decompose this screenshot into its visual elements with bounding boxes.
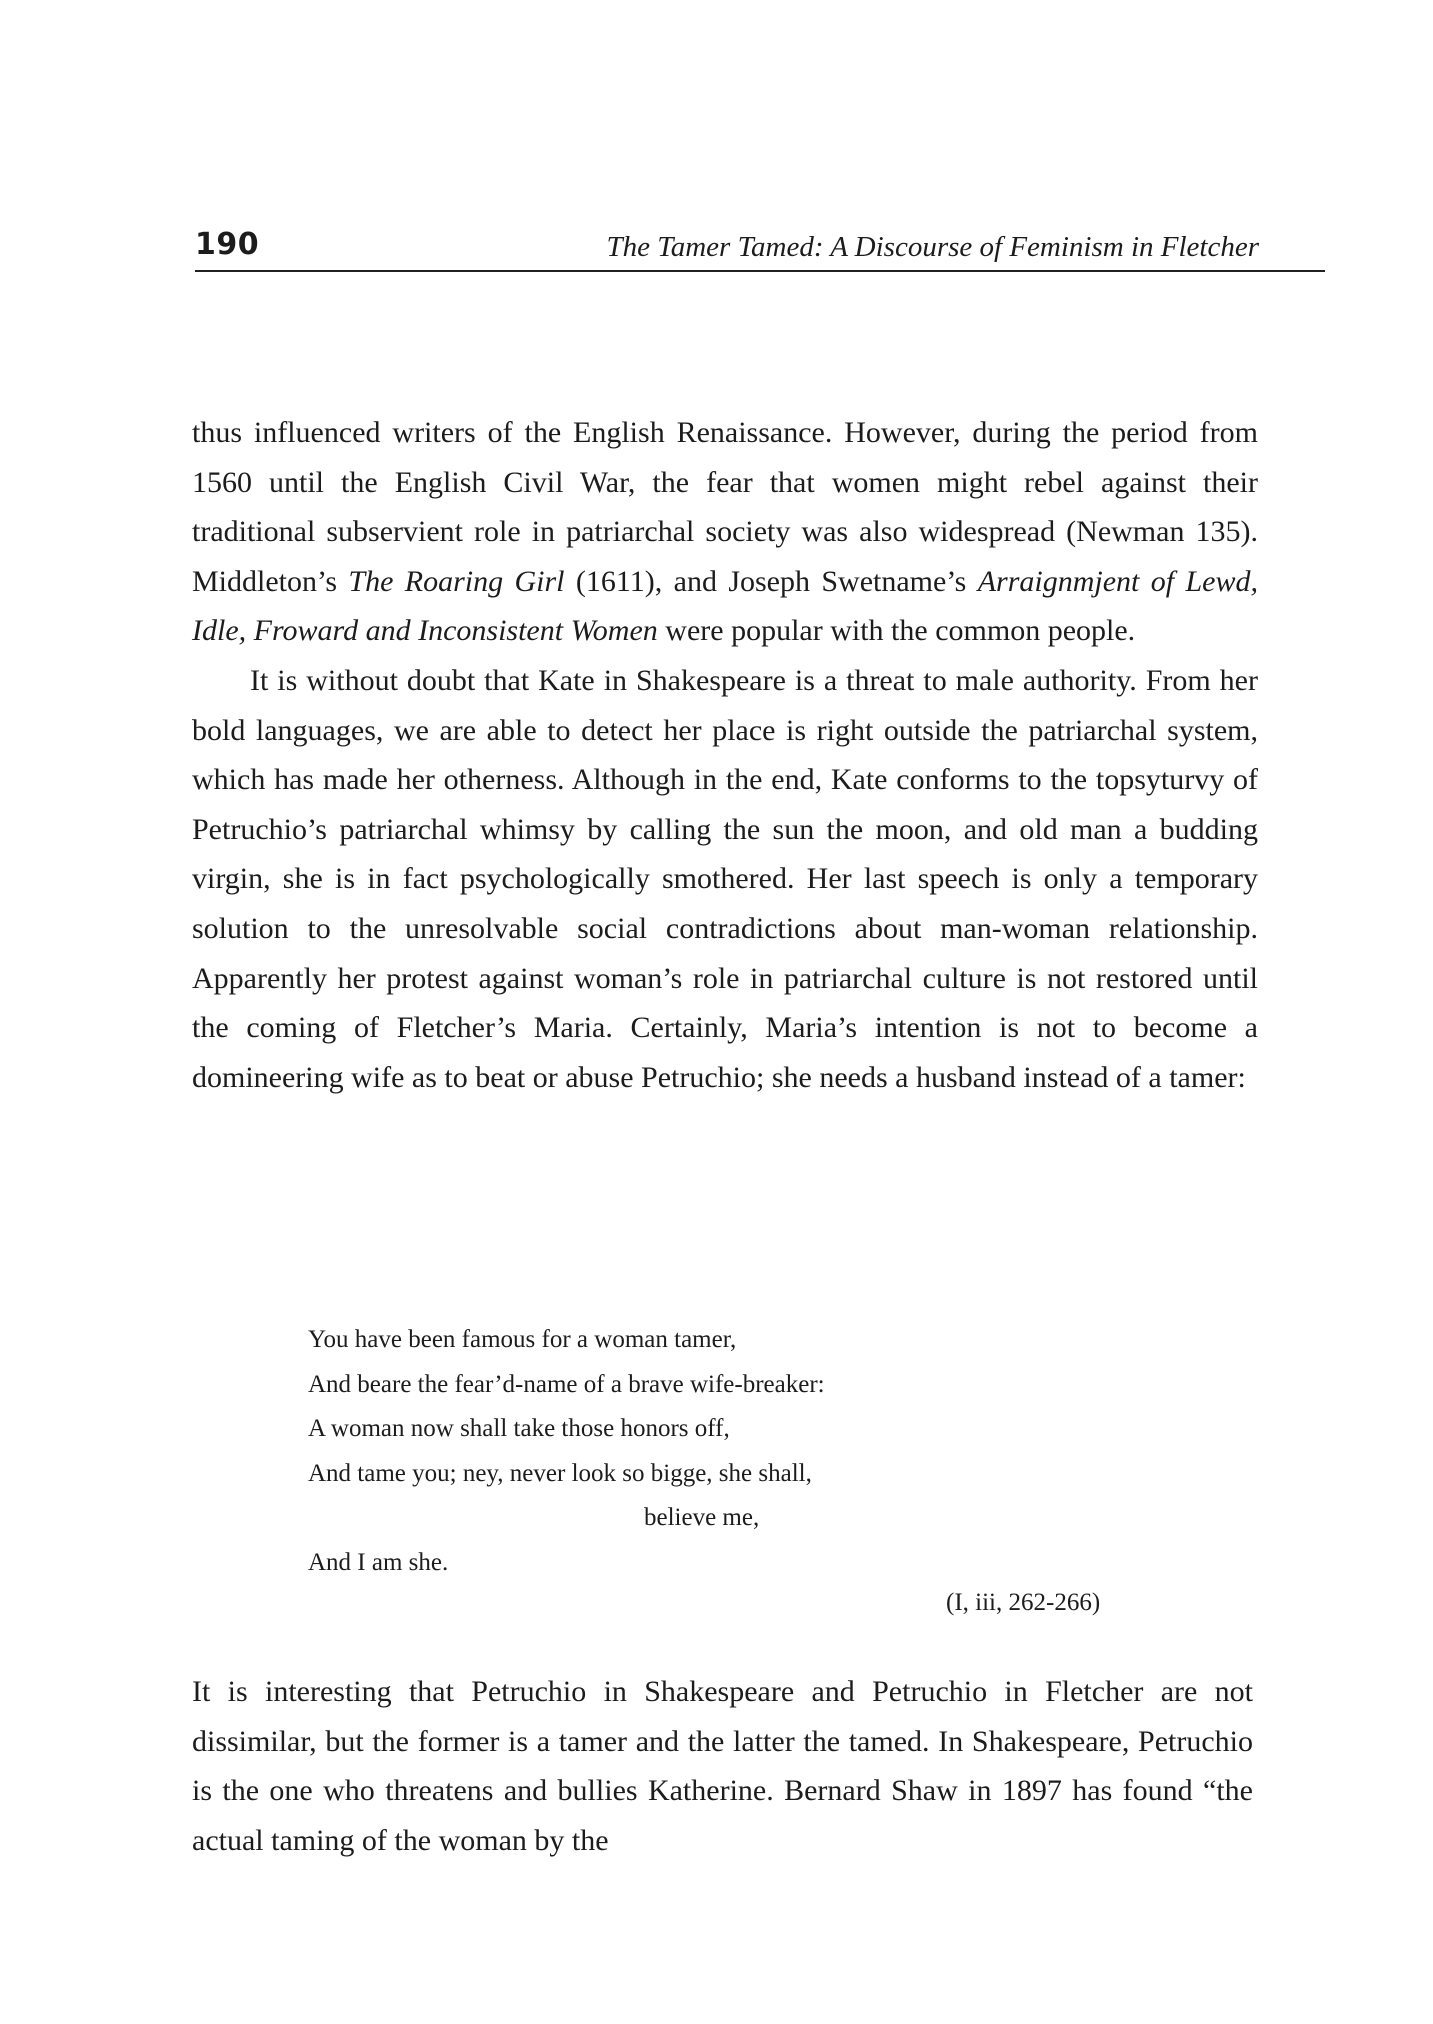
paragraph-3: It is interesting that Petruchio in Shakespeare and Petruchio in Fletcher are not dissimilar, but the former is a tamer and the latter the tamed. In Shakespeare, Petruchio is the one who threatens and bullies Katherine. Bernard Shaw in 1897 has found “the actual taming of the woman by the <box>192 1675 1253 1857</box>
quote-line-continuation: believe me, <box>644 1504 760 1531</box>
quote-line: And I am she. <box>308 1548 449 1576</box>
body-text-upper <box>192 408 1258 1102</box>
quote-line: And beare the fear’d-name of a brave wife-breaker: <box>308 1370 825 1398</box>
paragraph-2: It is without doubt that Kate in Shakespeare is a threat to male authority. From her bold languages, we are able to detect her place is right outside the patriarchal system, which has made her otherness. Although in the end, Kate conforms to the topsyturvy of Petruchio’s patriarchal whimsy by calling the sun the moon, and old man a budding virgin, she is in fact psychologically smothered. Her last speech is only a temporary solution to the unresolvable social contradictions about man-woman relationship. Apparently her protest against woman’s role in patriarchal culture is not restored until the coming of Fletcher’s Maria. Certainly, Maria’s intention is not to become a domineering wife as to beat or abuse Petruchio; she needs a husband instead of a tamer: <box>192 663 1258 1094</box>
paragraph-1 <box>192 408 1258 656</box>
block-quote <box>308 1318 1128 1585</box>
quote-line: And tame you; ney, never look so bigge, she shall, <box>308 1459 812 1487</box>
title-roaring-girl: The Roaring Girl <box>348 564 565 598</box>
paragraph-1-text-a: thus influenced writers of the English Renaissance. However, during the period from 1560 until the English Civil War, the fear that women might rebel against their traditional subservient role in patriarchal society was also widespread (Newman 135). Middleton’s <box>192 416 1258 598</box>
paragraph-1-text-b: (1611), and Joseph Swetname’s <box>564 564 978 598</box>
running-title: The Tamer Tamed: A Discourse of Feminism in Fletcher <box>606 231 1259 263</box>
quote-line: You have been famous for a woman tamer, <box>308 1326 737 1353</box>
title-arraignment: Arraignmjent of Lewd, Idle, Froward and Inconsistent Women <box>192 564 1258 648</box>
paragraph-1-text-c: were popular with the common people. <box>657 614 1136 648</box>
page-number: 190 <box>195 227 260 262</box>
body-text-lower <box>192 1667 1253 1865</box>
quote-citation: (I, iii, 262-266) <box>946 1589 1101 1616</box>
quote-line: A woman now shall take those honors off, <box>308 1415 730 1442</box>
running-header <box>195 218 1325 272</box>
